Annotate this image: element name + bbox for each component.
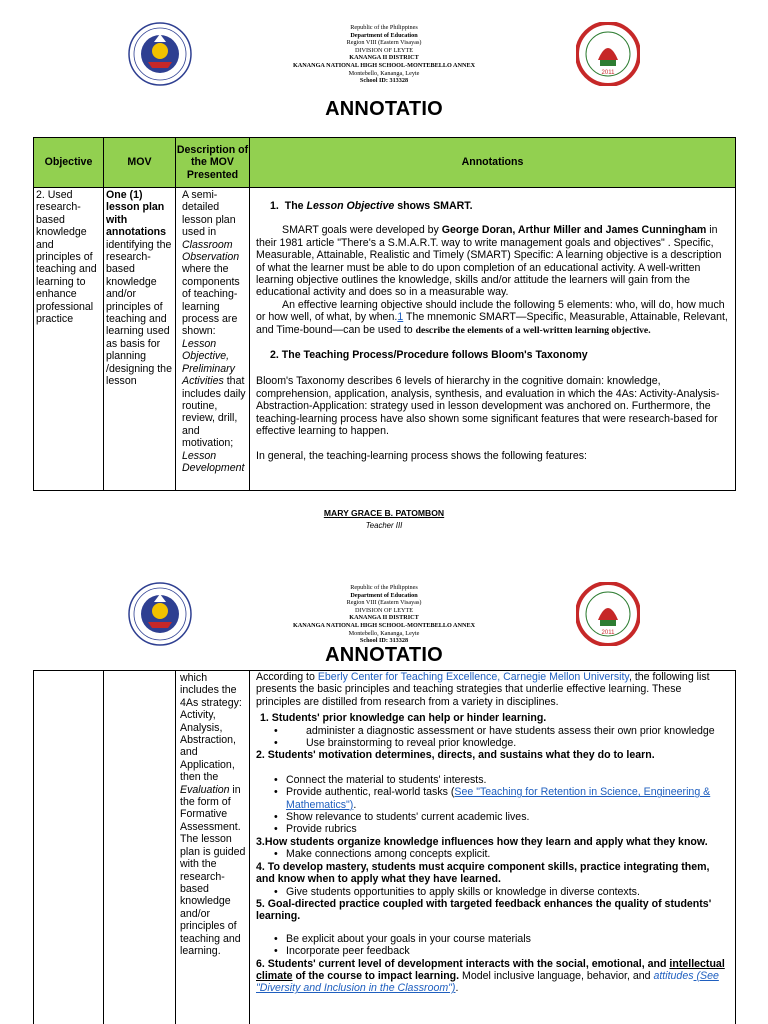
header-description: Description of the MOV Presented — [176, 138, 250, 188]
description-text: that includes daily routine, review, drill, and motivation; — [182, 375, 246, 450]
school-seal-icon — [576, 582, 640, 646]
list-item: • Give students opportunities to apply skills or knowledge in diverse contexts. — [256, 886, 729, 898]
annotation-table-continued — [33, 670, 736, 1024]
svg-text:2011: 2011 — [601, 630, 615, 636]
header-annotations: Annotations — [250, 138, 736, 188]
description-italic: Evaluation — [180, 783, 230, 796]
paragraph-text: Model inclusive language, behavior, and — [459, 969, 654, 982]
annotation-paragraph: Bloom's Taxonomy describes 6 levels of hierarchy in the cognitive domain: knowledge, comprehension, application, analysis, synthesis, and evaluation in which the 4As: Activity-Analysis-Abstraction-Application: strategy used in lesson development was anchored on. Furthermore, the teaching-learning process have also shown some significant features that were research-based for effective learning to happen. — [256, 375, 720, 438]
annotation-paragraph — [256, 671, 729, 708]
annotation-table — [33, 137, 736, 491]
paragraph-text: , the following list presents the basic principles and teaching strategies that underlie effective learning. These principles are distilled from research from a variety in disciplines. — [256, 671, 710, 708]
list-item: • Provide rubrics — [256, 823, 729, 835]
paragraph-text: According to — [256, 671, 318, 683]
header-line: DIVISION OF LEYTE — [354, 606, 414, 614]
paragraph-text: in their 1981 article "There's a S.M.A.R.T. way to write management goals and objectives" . Specific, Measurable, Attainable, Realistic and Timely (SMART) Specific: A learning objective is a description of what the learner must be able to do upon completion of an educational activity. A well-written learning objective outlines the knowledge, skills and/or attitude the learners will gain from the educational activity and does so in a measurable way. — [256, 224, 722, 299]
annotation-paragraph: In general, the teaching-learning process shows the following features: — [256, 449, 587, 462]
description-text: in the form of Formative Assessment. The lesson plan is guided with the research-based knowledge and/or principles of teaching and learning. — [180, 783, 246, 957]
header-line: Department of Education — [350, 31, 418, 39]
principle-3: 3.How students organize knowledge influences how they learn and apply what they know. — [256, 835, 708, 848]
paragraph-serif-bold: describe the elements of a well-written learning objective. — [415, 324, 651, 336]
description-text: where the components of teaching-learning process are shown: — [182, 263, 240, 338]
description-text: A semi-detailed lesson plan used in — [182, 189, 236, 239]
school-seal-icon — [576, 22, 640, 86]
deped-seal-icon — [128, 22, 192, 86]
annotations-cell — [250, 671, 736, 1024]
mov-cell — [104, 188, 176, 491]
signatory-role: Teacher III — [365, 521, 403, 530]
principle-1: 1. Students' prior knowledge can help or hinder learning. — [260, 712, 547, 725]
principle-5: 5. Goal-directed practice coupled with targeted feedback enhances the quality of students' learning. — [256, 897, 712, 923]
objective-cell — [34, 671, 104, 1024]
principle-text: of the course to impact learning. — [292, 969, 460, 982]
header-line: Department of Education — [350, 591, 418, 599]
description-cell — [176, 188, 250, 491]
diversity-inclusion-link[interactable]: (See "Diversity and Inclusion in the Classroom") — [256, 969, 719, 995]
annotation-heading-2: 2. The Teaching Process/Procedure follows Bloom's Taxonomy — [270, 349, 588, 362]
header-line: KANANGA NATIONAL HIGH SCHOOL-MONTEBELLO ANNEX — [292, 621, 476, 629]
paragraph-bold: George Doran, Arthur Miller and James Cunningham — [441, 224, 707, 237]
paragraph-text: An effective learning objective should include the following 5 elements: who, will do, how much or how well, of what, by when. — [256, 298, 725, 324]
attitudes-link[interactable]: attitudes — [653, 969, 694, 982]
annotation-paragraph — [256, 299, 729, 337]
list-item: • Be explicit about your goals in your course materials — [256, 933, 729, 945]
list-item — [256, 786, 729, 811]
heading-italic: Lesson Objective — [306, 200, 395, 212]
description-cell — [176, 671, 250, 1024]
svg-text:2011: 2011 — [601, 70, 615, 76]
paragraph-text: SMART goals were developed by — [282, 224, 442, 237]
header-line: Region VIII (Eastern Visayas) — [346, 599, 422, 607]
header-line: DIVISION OF LEYTE — [354, 46, 414, 54]
document-page-2 — [0, 560, 768, 1024]
objective-cell — [34, 188, 104, 491]
header-line: Montebello, Kananga, Leyte — [348, 69, 420, 77]
letterhead-text — [220, 584, 548, 645]
list-item-text: . — [353, 798, 357, 811]
teaching-retention-link[interactable]: See "Teaching for Retention in Science, Engineering & Mathematics") — [286, 786, 711, 811]
objective-text: 2. Used research-based knowledge and principles of teaching and learning to enhance professional practice — [36, 189, 97, 326]
footnote-link[interactable]: 1 — [397, 311, 404, 324]
list-item: • Make connections among concepts explicit. — [256, 848, 729, 860]
principle-4: 4. To develop mastery, students must acquire component skills, practice integrating them, and know when to apply what they have learned. — [256, 860, 710, 886]
paragraph-text: . — [455, 982, 459, 995]
list-item: • Connect the material to students' interests. — [256, 774, 729, 786]
letterhead — [0, 582, 768, 652]
page-title: ANNOTATIO — [325, 644, 443, 666]
list-item: • Show relevance to students' current academic lives. — [256, 811, 729, 823]
list-item: • Incorporate peer feedback — [256, 945, 729, 957]
annotations-cell — [250, 188, 736, 491]
deped-seal-icon — [128, 582, 192, 646]
mov-text: identifying the research-based knowledge and/or principles of teaching and learning used as basis for planning /designing the lesson — [106, 238, 172, 388]
header-line: KANANGA II DISTRICT — [349, 54, 419, 62]
list-item: • Use brainstorming to reveal prior knowledge. — [256, 737, 729, 749]
mov-cell — [104, 671, 176, 1024]
annotation-paragraph — [256, 224, 729, 298]
header-line: KANANGA II DISTRICT — [349, 614, 419, 622]
header-line: Republic of the Philippines — [350, 24, 418, 31]
letterhead-text — [220, 24, 548, 85]
header-line: Republic of the Philippines — [350, 584, 418, 591]
eberly-center-link[interactable]: Eberly Center for Teaching Excellence, Carnegie Mellon University — [317, 671, 629, 683]
description-italic: Lesson Development — [182, 449, 245, 474]
description-italic: Lesson Objective, Preliminary Activities — [182, 337, 235, 388]
page-title: ANNOTATIO — [325, 98, 443, 120]
annotation-heading-1 — [256, 200, 729, 212]
description-italic: Classroom Observation — [182, 238, 240, 264]
principle-2: 2. Students' motivation determines, directs, and sustains what they do to learn. — [256, 749, 655, 762]
header-objective: Objective — [34, 138, 104, 188]
list-item-text: Provide authentic, real-world tasks ( — [286, 786, 455, 799]
heading-text: The — [284, 200, 307, 212]
heading-text: shows SMART. — [394, 200, 473, 212]
list-item: • administer a diagnostic assessment or have students assess their own prior knowledge — [256, 725, 729, 737]
signatory-name: MARY GRACE B. PATOMBON — [323, 508, 445, 518]
description-text: which includes the 4As strategy: Activity, Analysis, Abstraction, and Application, then the — [180, 672, 242, 784]
mov-bold-text: One (1) lesson plan with annotations — [106, 189, 167, 239]
principle-text: 6. Students' current level of development interacts with the social, emotional, and — [256, 957, 670, 970]
header-line: KANANGA NATIONAL HIGH SCHOOL-MONTEBELLO ANNEX — [292, 61, 476, 69]
letterhead — [0, 22, 768, 92]
header-line: Region VIII (Eastern Visayas) — [346, 39, 422, 47]
header-line: School ID: 313328 — [359, 637, 409, 645]
paragraph-text: The mnemonic SMART—Specific, Measurable, Attainable, Relevant, and Time-bound—can be used to — [256, 311, 728, 336]
header-line: Montebello, Kananga, Leyte — [348, 629, 420, 637]
principle-text-underlined: intellectual climate — [256, 957, 725, 982]
header-mov: MOV — [104, 138, 176, 188]
principle-6 — [256, 958, 729, 995]
header-line: School ID: 313328 — [359, 77, 409, 85]
heading-number: 1. — [270, 200, 279, 212]
